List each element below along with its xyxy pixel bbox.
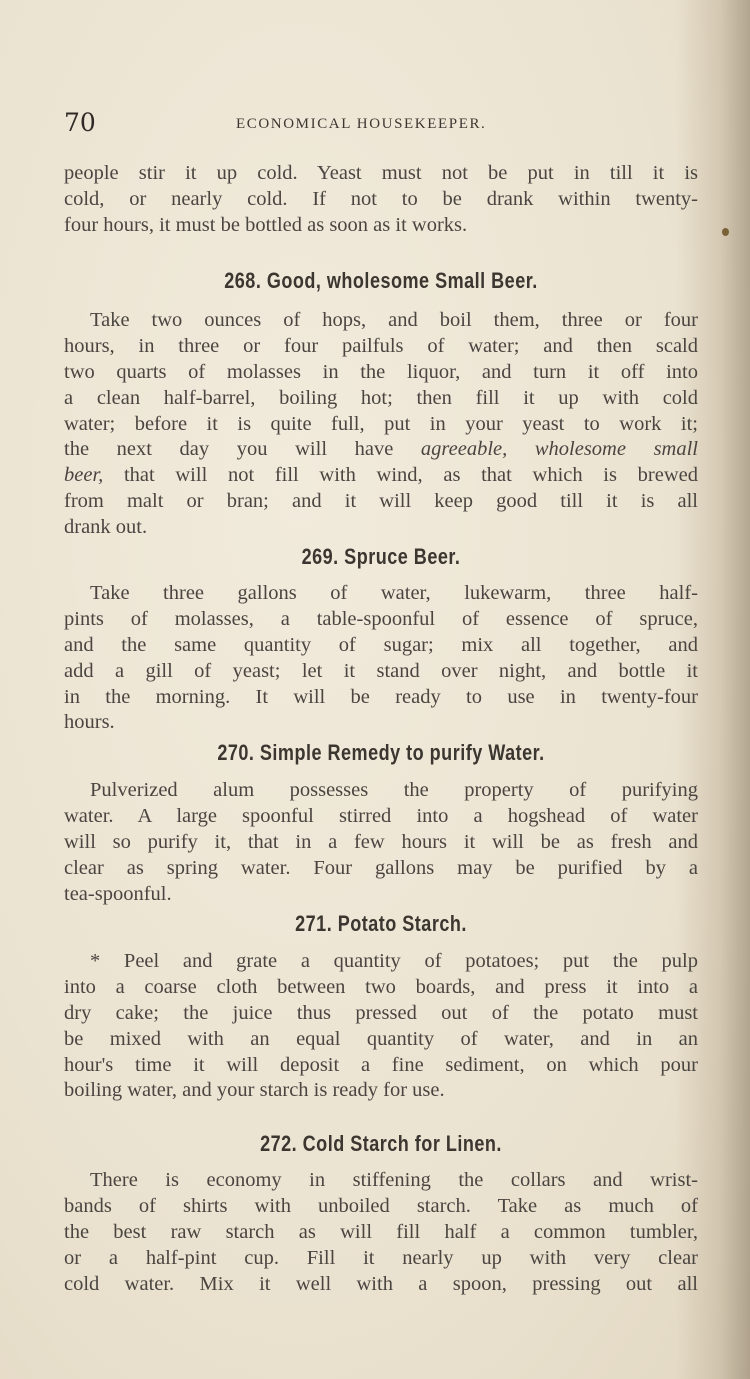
section-heading-272: 272. Cold Starch for Linen. [260, 1131, 502, 1156]
text-line: tea-spoonful. [64, 882, 172, 905]
text-line [64, 437, 698, 463]
section-body-269 [64, 581, 698, 736]
text-line: cold, or nearly cold. If not to be drank within twenty- [64, 187, 698, 210]
text-line: drank out. [64, 516, 148, 539]
text-line: * Peel and grate a quantity of potatoes; put the pulp [90, 950, 698, 972]
text-line: be mixed with an equal quantity of water, and in an [64, 1027, 698, 1050]
text-line: water. A large spoonful stirred into a hogshead of water [64, 804, 698, 827]
page-number: 70 [64, 108, 96, 137]
intro-paragraph [64, 161, 698, 239]
section-heading-270: 270. Simple Remedy to purify Water. [217, 740, 545, 765]
text-line: Take three gallons of water, lukewarm, three half- [90, 582, 698, 604]
text-line: hours. [64, 711, 115, 734]
ink-spot [722, 228, 729, 236]
text-line: Pulverized alum possesses the property of purifying [90, 779, 698, 801]
text-line: boiling water, and your starch is ready for use. [64, 1079, 445, 1102]
text-line: in the morning. It will be ready to use in twenty-four [64, 685, 698, 708]
text-line: clear as spring water. Four gallons may be purified by a [64, 856, 698, 879]
text-line: from malt or bran; and it will keep good till it is all [64, 490, 698, 513]
italic-word: beer, [64, 464, 104, 487]
section-heading-269: 269. Spruce Beer. [301, 544, 461, 569]
text-line: into a coarse cloth between two boards, and press it into a [64, 975, 698, 998]
text-line: and the same quantity of sugar; mix all together, and [64, 633, 698, 656]
text-line: a clean half-barrel, boiling hot; then fill it up with cold [64, 386, 698, 409]
section-body-268 [64, 308, 698, 541]
text-line: hour's time it will deposit a fine sediment, on which pour [64, 1053, 698, 1076]
text-line [64, 463, 698, 489]
section-body-272 [64, 1168, 698, 1297]
text-line: or a half-pint cup. Fill it nearly up with very clear [64, 1246, 698, 1269]
text-line: pints of molasses, a table-spoonful of essence of spruce, [64, 607, 698, 630]
text-fragment: that will not fill with wind, as that which is brewed [103, 464, 698, 487]
section-body-270 [64, 778, 698, 907]
text-line: two quarts of molasses in the liquor, and turn it off into [64, 360, 698, 383]
text-line: four hours, it must be bottled as soon as it works. [64, 213, 468, 236]
text-line: Take two ounces of hops, and boil them, three or four [90, 309, 698, 331]
text-line: the best raw starch as will fill half a common tumbler, [64, 1220, 698, 1243]
text-line: cold water. Mix it well with a spoon, pressing out all [64, 1272, 698, 1295]
text-line: add a gill of yeast; let it stand over night, and bottle it [64, 659, 698, 682]
text-line: bands of shirts with unboiled starch. Take as much of [64, 1194, 698, 1217]
page-header [64, 108, 704, 138]
text-fragment: the next day you will have [64, 438, 421, 461]
text-line: dry cake; the juice thus pressed out of the potato must [64, 1001, 698, 1024]
text-line: There is economy in stiffening the collars and wrist- [90, 1169, 698, 1191]
text-line: water; before it is quite full, put in your yeast to work it; [64, 412, 698, 435]
text-line: will so purify it, that in a few hours it will be as fresh and [64, 830, 698, 853]
running-head: ECONOMICAL HOUSEKEEPER. [236, 116, 487, 132]
section-heading-268: 268. Good, wholesome Small Beer. [224, 268, 538, 293]
section-body-271 [64, 949, 698, 1104]
section-heading-271: 271. Potato Starch. [295, 911, 467, 936]
text-line: hours, in three or four pailfuls of water; and then scald [64, 334, 698, 357]
italic-phrase: agreeable, wholesome small [420, 438, 698, 461]
text-line: people stir it up cold. Yeast must not be put in till it is [64, 162, 698, 184]
